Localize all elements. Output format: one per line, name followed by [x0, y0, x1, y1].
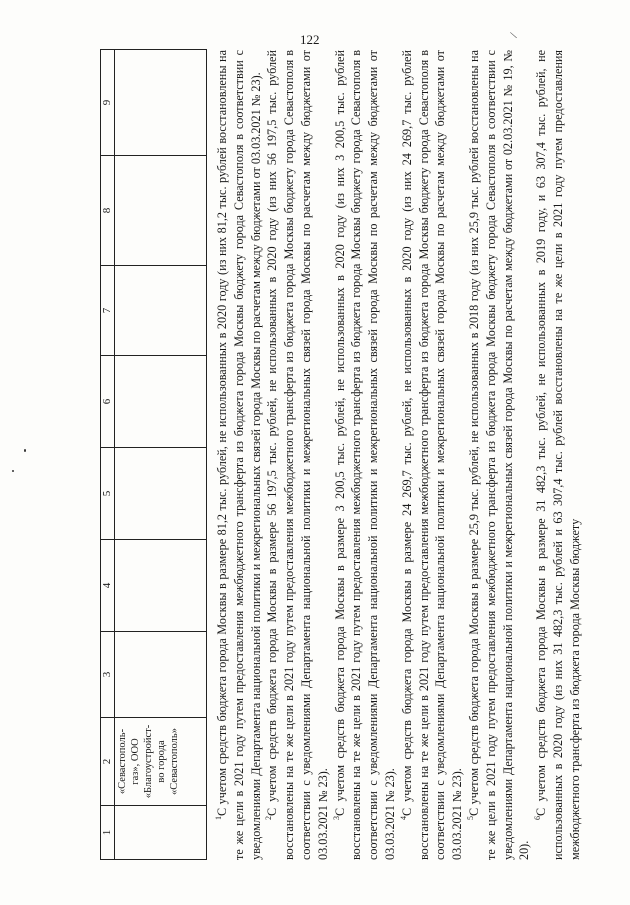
budget-table [100, 49, 207, 860]
footnote-text: С учетом средств бюджета города Москвы в размере 31 482,3 тыс. рублей, не использованных в 2019 году, и 63 307,4 тыс. рублей, не использованных в 2020 году (из них 31 482,3 тыс. рублей и 63 307,4 тыс. рублей восстановлены на те же цели в 2021 году путем предоставления межбюджетного трансферта из бюджета города Москвы бюджету [534, 50, 582, 860]
footnote-text: С учетом средств бюджета города Москвы в размере 3 200,5 тыс. рублей, не использованных в 2020 году (из них 3 200,5 тыс. рублей восстановлены на те же цели в 2021 году путем предоставления межбюджетного трансферта из бюджета города Москвы бюджету города Севастополя в соответствии с уведомлениями Департамента национальной политики и межрегиональных связей города Москвы по расчетам между бюджетами от 03.03.2021 № 23). [332, 50, 397, 860]
scan-speck [24, 449, 26, 452]
table-header-row [101, 50, 115, 860]
footnote-marker: 4 [398, 816, 408, 820]
column-header: 9 [101, 50, 115, 156]
organization-line: «Севастополь- [117, 728, 128, 795]
column-header: 2 [101, 718, 115, 806]
scan-speck [12, 470, 14, 472]
footnote-text: С учетом средств бюджета города Москвы в размере 25,9 тыс. рублей, не использованных в 2018 году (из них 25,9 тыс. рублей восстановлены на те же цели в 2021 году путем предоставления межбюджетного трансферта из бюджета города Москвы бюджету города Севастополя в соответствии с уведомлениями Департамента национальной политики и межрегиональных связей города Москвы по расчетам между бюджетами от 02.03.2021 № 19, № 20). [466, 50, 532, 860]
footnote-marker: 5 [465, 816, 475, 820]
table-cell [115, 50, 207, 156]
column-header: 4 [101, 540, 115, 632]
footnotes [214, 50, 584, 860]
footnote-text: С учетом средств бюджета города Москвы в размере 56 197,5 тыс. рублей, не использованных в 2020 году (из них 56 197,5 тыс. рублей восстановлены на те же цели в 2021 году путем предоставления межбюджетного трансферта из бюджета города Москвы бюджету города Севастополя в соответствии с уведомлениями Департамента национальной политики и межрегиональных связей города Москвы по расчетам между бюджетами от 03.03.2021 № 23). [265, 50, 330, 860]
footnote [533, 50, 583, 860]
column-header: 3 [101, 632, 115, 718]
footnote-marker: 6 [533, 816, 543, 820]
organization-line: «Севастополь» [169, 728, 180, 795]
column-header: 7 [101, 266, 115, 356]
table-cell [115, 632, 207, 718]
column-header: 8 [101, 156, 115, 266]
footnote [399, 50, 466, 860]
table-cell [115, 448, 207, 540]
rotated-content [100, 50, 590, 860]
column-header: 1 [101, 806, 115, 860]
page-number: 122 [300, 32, 320, 47]
footnote-marker: 3 [331, 816, 341, 820]
table-row [115, 50, 207, 860]
footnote-text: С учетом средств бюджета города Москвы в размере 81,2 тыс. рублей, не использованных в 2020 году (из них 81,2 тыс. рублей восстановлены на те же цели в 2021 году путем предоставления межбюджетного трансферта из бюджета города Москвы бюджету города Севастополя в соответствии с уведомлениями Департамента национальной политики и межрегиональных связей города Москвы по расчетам между бюджетами от 03.03.2021 № 23). [215, 50, 263, 860]
footnote [466, 50, 533, 860]
table-cell [115, 356, 207, 448]
table-cell [115, 806, 207, 860]
organization-line: во города [156, 740, 167, 783]
organization-line: «Благоустройст- [143, 724, 154, 799]
footnote-text: С учетом средств бюджета города Москвы в размере 24 269,7 тыс. рублей, не использованных в 2020 году (из них 24 269,7 тыс. рублей восстановлены на те же цели в 2021 году путем предоставления межбюджетного трансферта из бюджета города Москвы бюджету города Севастополя в соответствии с уведомлениями Департамента национальной политики и межрегиональных связей города Москвы по расчетам между бюджетами от 03.03.2021 № 23). [399, 50, 465, 860]
table-cell [115, 540, 207, 632]
table-cell [115, 156, 207, 266]
footnote [264, 50, 331, 860]
stray-pen-mark: \ [508, 28, 519, 42]
footnote [332, 50, 399, 860]
footnote [214, 50, 264, 860]
column-header: 6 [101, 356, 115, 448]
footnote-marker: 2 [264, 816, 274, 820]
table-cell [115, 266, 207, 356]
organization-line: газ», ООО [130, 738, 141, 785]
organization-cell [115, 718, 207, 806]
column-header: 5 [101, 448, 115, 540]
footnote-marker: 1 [213, 816, 223, 820]
